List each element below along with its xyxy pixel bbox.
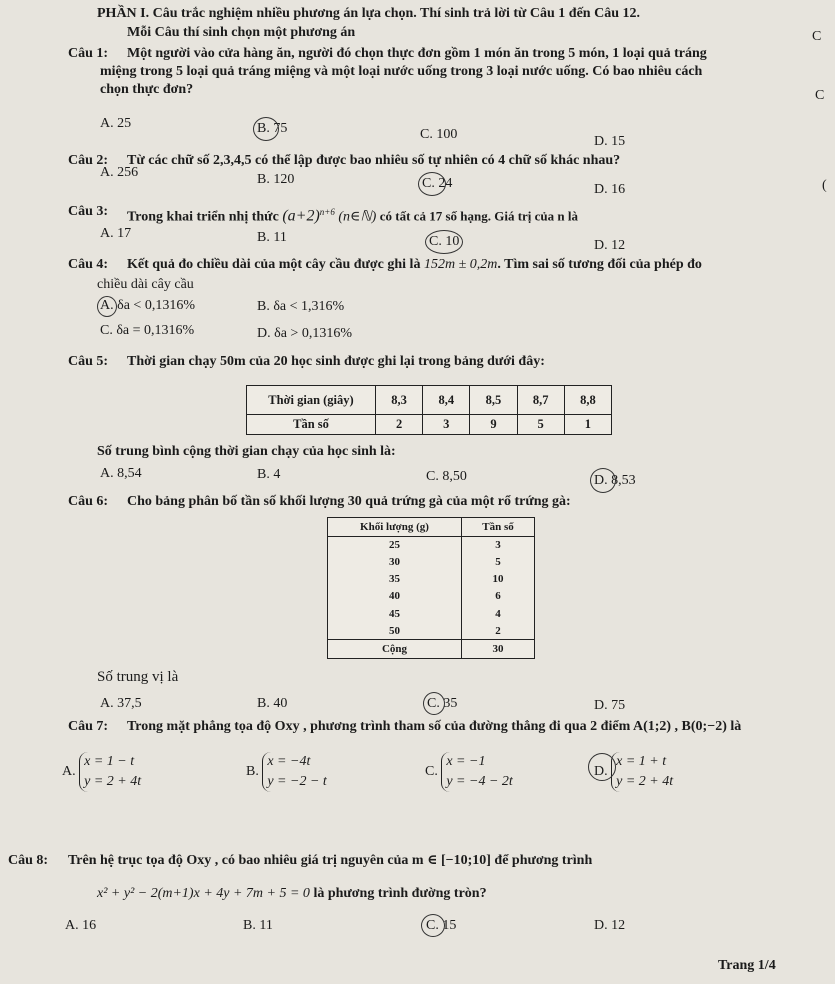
table-cell: Cộng [328, 640, 462, 659]
q5-text: Thời gian chạy 50m của 20 học sinh được ghi lại trong bảng dưới đây: [127, 354, 545, 369]
q1-text: chọn thực đơn? [100, 82, 194, 97]
equation-system [79, 752, 141, 792]
q3-line [127, 203, 578, 227]
table-cell: 30 [462, 640, 535, 659]
table-cell: 25 [328, 536, 462, 554]
page-number: Trang 1/4 [718, 958, 776, 973]
table-cell: 9 [470, 415, 517, 435]
q2-option-b[interactable]: B. 120 [257, 172, 295, 187]
q1-option-a[interactable]: A. 25 [100, 116, 132, 131]
q4-label: Câu 4: [68, 257, 109, 272]
q4-option-c[interactable]: C. δa = 0,1316% [100, 323, 195, 338]
q6-option-a[interactable]: A. 37,5 [100, 696, 142, 711]
table-cell: 6 [462, 588, 535, 605]
part-title: PHẦN I. Câu trắc nghiệm nhiều phương án lựa chọn. Thí sinh trả lời từ Câu 1 đến Câu 12. [97, 6, 640, 21]
q3-option-b[interactable]: B. 11 [257, 230, 287, 245]
margin-mark: C [815, 88, 825, 103]
answer-circle [97, 296, 117, 317]
q8-option-d[interactable]: D. 12 [594, 918, 626, 933]
q1-option-c[interactable]: C. 100 [420, 127, 458, 142]
equation-line: y = 2 + 4t [616, 774, 674, 789]
q8-text: là phương trình đường tròn? [313, 886, 487, 901]
table-cell: 3 [423, 415, 470, 435]
table-cell: 40 [328, 588, 462, 605]
option-letter: A. [62, 764, 76, 780]
q5-option-c[interactable]: C. 8,50 [426, 469, 467, 484]
q7-option-b[interactable] [246, 752, 327, 792]
q8-equation: x² + y² − 2(m+1)x + 4y + 7m + 5 = 0 [97, 886, 310, 901]
table-cell: 1 [564, 415, 611, 435]
equation-line: x = −4t [267, 754, 311, 769]
q6-question: Số trung vị là [97, 669, 179, 685]
q3-exponent: n+6 [319, 207, 335, 217]
answer-circle [418, 172, 446, 196]
q7-text: Trong mặt phẳng tọa độ Oxy , phương trình tham số của đường thẳng đi qua 2 điểm A(1;2) , B(0;−2) là [127, 719, 742, 734]
q4-text: . Tìm sai số tương đối của phép đo [497, 257, 702, 272]
q4-option-d[interactable]: D. δa > 0,1316% [257, 326, 352, 341]
equation-system [262, 752, 326, 792]
q2-label: Câu 2: [68, 153, 109, 168]
table-cell: 8,5 [470, 386, 517, 415]
option-letter: B. [246, 764, 259, 780]
q3-text: có tất cả 17 số hạng. Giá trị của n là [379, 208, 578, 224]
q3-option-d[interactable]: D. 12 [594, 238, 626, 253]
table-cell: Thời gian (giây) [247, 386, 376, 415]
table-cell: Khối lượng (g) [328, 518, 462, 537]
equation-line: x = 1 + t [616, 754, 667, 769]
margin-mark: ( [822, 178, 827, 193]
q1-option-b[interactable]: B. 75 [257, 121, 288, 136]
q8-text: Trên hệ trục tọa độ Oxy , có bao nhiêu giá trị nguyên của m ∈ [−10;10] để phương trình [68, 853, 593, 868]
option-letter: C. [425, 764, 438, 780]
q2-option-c[interactable]: C. 24 [422, 176, 453, 191]
table-cell: 5 [462, 554, 535, 571]
table-cell: 8,7 [517, 386, 564, 415]
table-cell: 45 [328, 605, 462, 622]
q3-option-a[interactable]: A. 17 [100, 226, 132, 241]
q3-formula: (a+2) [282, 207, 320, 225]
running-time-table [246, 385, 612, 435]
equation-line: y = −4 − 2t [446, 774, 513, 789]
q4-option-b[interactable]: B. δa < 1,316% [257, 299, 345, 314]
q6-option-b[interactable]: B. 40 [257, 696, 288, 711]
q3-label: Câu 3: [68, 204, 109, 219]
table-cell: Tần số [247, 415, 376, 435]
q2-text: Từ các chữ số 2,3,4,5 có thể lập được bao nhiêu số tự nhiên có 4 chữ số khác nhau? [127, 153, 621, 168]
equation-line: y = −2 − t [267, 774, 327, 789]
answer-circle [421, 914, 445, 937]
answer-circle [425, 230, 463, 254]
q5-label: Câu 5: [68, 354, 109, 369]
q4-measure: 152m ± 0,2m [423, 257, 498, 272]
equation-line: y = 2 + 4t [84, 774, 142, 789]
table-cell: 5 [517, 415, 564, 435]
q6-option-d[interactable]: D. 75 [594, 698, 626, 713]
instruction: Mỗi Câu thí sinh chọn một phương án [127, 25, 356, 40]
q8-option-a[interactable]: A. 16 [65, 918, 97, 933]
q6-label: Câu 6: [68, 494, 109, 509]
q8-option-b[interactable]: B. 11 [243, 918, 273, 933]
q4-line [127, 256, 702, 274]
table-cell: 4 [462, 605, 535, 622]
q1-text: Một người vào cửa hàng ăn, người đó chọn thực đơn gồm 1 món ăn trong 5 món, 1 loại quả tráng [127, 46, 707, 61]
equation-line: x = 1 − t [84, 754, 135, 769]
table-cell: 8,8 [564, 386, 611, 415]
table-cell: 50 [328, 622, 462, 640]
q8-option-c[interactable]: C. 15 [426, 918, 457, 933]
table-cell: 35 [328, 571, 462, 588]
q1-text: miệng trong 5 loại quả tráng miệng và một loại nước uống trong 3 loại nước uống. Có bao nhiêu cách [100, 64, 703, 79]
table-cell: 8,4 [423, 386, 470, 415]
table-cell: 2 [462, 622, 535, 640]
table-cell: 10 [462, 571, 535, 588]
egg-weight-table [327, 517, 535, 659]
q5-option-a[interactable]: A. 8,54 [100, 466, 142, 481]
q1-label: Câu 1: [68, 46, 109, 61]
q7-option-c[interactable] [425, 752, 513, 792]
answer-circle [423, 692, 445, 715]
table-cell: 3 [462, 536, 535, 554]
q6-text: Cho bảng phân bố tần số khối lượng 30 quả trứng gà của một rổ trứng gà: [127, 494, 571, 509]
q6-option-c[interactable]: C. 35 [427, 696, 458, 711]
q4-text: Kết quả đo chiều dài của một cây cầu được ghi là [127, 257, 421, 272]
q8-label: Câu 8: [8, 853, 49, 868]
equation-line: x = −1 [446, 754, 486, 769]
q5-option-b[interactable]: B. 4 [257, 467, 281, 482]
q1-option-d[interactable]: D. 15 [594, 134, 626, 149]
q8-line [97, 885, 487, 903]
q3-condition: (n∈ℕ) [338, 209, 377, 225]
table-cell: 30 [328, 554, 462, 571]
answer-circle [590, 468, 616, 493]
q3-text: Trong khai triển nhị thức [127, 209, 279, 225]
equation-system [441, 752, 512, 792]
option-letter: D. [594, 764, 608, 780]
answer-circle [253, 117, 279, 141]
answer-circle [588, 753, 616, 781]
q3-option-c[interactable]: C. 10 [429, 234, 460, 249]
table-cell: Tần số [462, 518, 535, 537]
q4-text: chiều dài cây cầu [97, 277, 194, 292]
q4-option-a[interactable]: A. δa < 0,1316% [100, 298, 195, 313]
table-cell: 8,3 [376, 386, 423, 415]
table-cell: 2 [376, 415, 423, 435]
q2-option-a[interactable]: A. 256 [100, 165, 139, 180]
q5-option-d[interactable]: D. 8,53 [594, 473, 636, 488]
q7-option-a[interactable] [62, 752, 141, 792]
q2-option-d[interactable]: D. 16 [594, 182, 626, 197]
margin-mark: C [812, 29, 822, 44]
q7-label: Câu 7: [68, 719, 109, 734]
q5-question: Số trung bình cộng thời gian chạy của học sinh là: [97, 444, 396, 459]
equation-system [611, 752, 673, 792]
